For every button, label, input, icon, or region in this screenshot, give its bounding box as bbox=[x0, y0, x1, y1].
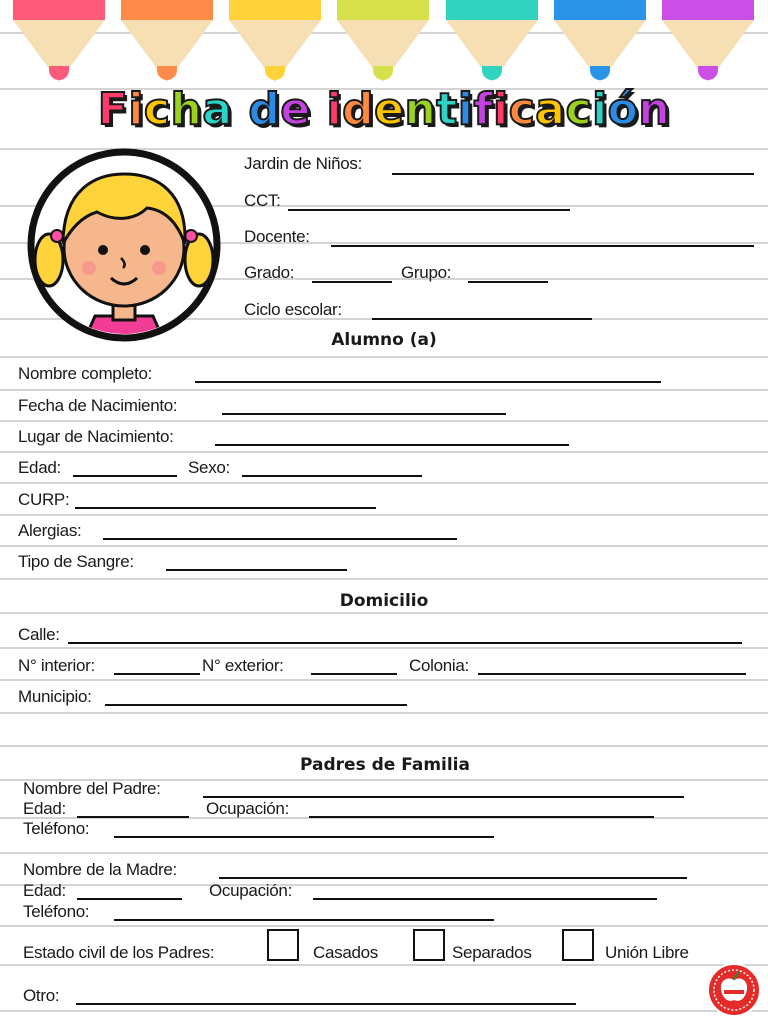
ciclo-label: Ciclo escolar: bbox=[244, 300, 342, 319]
padre-ocupacion-label: Ocupación: bbox=[206, 799, 289, 818]
tipo-sangre-field[interactable] bbox=[166, 569, 347, 571]
alumno-heading: Alumno (a) bbox=[331, 330, 437, 350]
municipio-label: Municipio: bbox=[18, 687, 92, 706]
grado-label: Grado: bbox=[244, 263, 295, 282]
docente-field[interactable] bbox=[331, 245, 754, 247]
estado-civil-label: Estado civil de los Padres: bbox=[23, 943, 215, 962]
rule-line bbox=[0, 745, 768, 747]
interior-field[interactable] bbox=[114, 673, 200, 675]
girl-avatar-icon bbox=[27, 148, 221, 342]
padre-nombre-field[interactable] bbox=[203, 796, 684, 798]
ciclo-field[interactable] bbox=[372, 318, 592, 320]
domicilio-heading: Domicilio bbox=[339, 591, 429, 611]
rule-line bbox=[0, 420, 768, 422]
curp-label: CURP: bbox=[18, 490, 70, 509]
madre-edad-field[interactable] bbox=[77, 898, 182, 900]
rule-line bbox=[0, 451, 768, 453]
edad-field[interactable] bbox=[73, 475, 177, 477]
madre-telefono-field[interactable] bbox=[114, 919, 494, 921]
otro-label: Otro: bbox=[23, 986, 60, 1005]
fecha-nacimiento-label: Fecha de Nacimiento: bbox=[18, 396, 178, 415]
padre-telefono-field[interactable] bbox=[114, 836, 494, 838]
lugar-nacimiento-field[interactable] bbox=[215, 444, 569, 446]
rule-line bbox=[0, 356, 768, 358]
padre-edad-label: Edad: bbox=[23, 799, 66, 818]
rule-line bbox=[0, 852, 768, 854]
pencil-icon bbox=[13, 0, 105, 82]
rule-line bbox=[0, 712, 768, 714]
separados-checkbox[interactable] bbox=[413, 929, 445, 961]
cct-label: CCT: bbox=[244, 191, 281, 210]
exterior-label: N° exterior: bbox=[202, 656, 284, 675]
colonia-label: Colonia: bbox=[409, 656, 469, 675]
madre-telefono-label: Teléfono: bbox=[23, 902, 90, 921]
rule-line bbox=[0, 578, 768, 580]
pencil-icon bbox=[229, 0, 321, 82]
calle-label: Calle: bbox=[18, 625, 60, 644]
municipio-field[interactable] bbox=[105, 704, 407, 706]
exterior-field[interactable] bbox=[311, 673, 397, 675]
union-libre-label: Unión Libre bbox=[605, 943, 689, 962]
rule-line bbox=[0, 389, 768, 391]
rule-line bbox=[0, 482, 768, 484]
padre-telefono-label: Teléfono: bbox=[23, 819, 90, 838]
sexo-field[interactable] bbox=[242, 475, 422, 477]
nombre-label: Nombre completo: bbox=[18, 364, 153, 383]
casados-label: Casados bbox=[313, 943, 378, 962]
interior-label: N° interior: bbox=[18, 656, 95, 675]
madre-nombre-label: Nombre de la Madre: bbox=[23, 860, 177, 879]
jardin-label: Jardin de Niños: bbox=[244, 154, 363, 173]
otro-field[interactable] bbox=[76, 1003, 576, 1005]
alergias-field[interactable] bbox=[103, 538, 457, 540]
madre-ocupacion-label: Ocupación: bbox=[209, 881, 292, 900]
pencil-icon bbox=[554, 0, 646, 82]
edad-label: Edad: bbox=[18, 458, 61, 477]
grupo-label: Grupo: bbox=[401, 263, 452, 282]
grupo-field[interactable] bbox=[468, 281, 548, 283]
madre-ocupacion-field[interactable] bbox=[313, 898, 657, 900]
madre-nombre-field[interactable] bbox=[219, 877, 687, 879]
tipo-sangre-label: Tipo de Sangre: bbox=[18, 552, 134, 571]
rule-line bbox=[0, 964, 768, 966]
docente-label: Docente: bbox=[244, 227, 310, 246]
colonia-field[interactable] bbox=[478, 673, 746, 675]
padre-ocupacion-field[interactable] bbox=[309, 816, 654, 818]
grado-field[interactable] bbox=[312, 281, 392, 283]
casados-checkbox[interactable] bbox=[267, 929, 299, 961]
apple-logo-icon bbox=[706, 962, 762, 1018]
sexo-label: Sexo: bbox=[188, 458, 230, 477]
rule-line bbox=[0, 679, 768, 681]
rule-line bbox=[0, 545, 768, 547]
jardin-field[interactable] bbox=[392, 173, 754, 175]
rule-line bbox=[0, 647, 768, 649]
curp-field[interactable] bbox=[75, 507, 376, 509]
fecha-nacimiento-field[interactable] bbox=[222, 413, 506, 415]
pencil-icon bbox=[337, 0, 429, 82]
madre-edad-label: Edad: bbox=[23, 881, 66, 900]
page-title: Ficha de identificación bbox=[97, 84, 671, 135]
cct-field[interactable] bbox=[288, 209, 570, 211]
padre-nombre-label: Nombre del Padre: bbox=[23, 779, 161, 798]
pencil-icon bbox=[446, 0, 538, 82]
rule-line bbox=[0, 884, 768, 886]
rule-line bbox=[0, 1010, 768, 1012]
pencil-icon bbox=[662, 0, 754, 82]
lugar-nacimiento-label: Lugar de Nacimiento: bbox=[18, 427, 174, 446]
padres-heading: Padres de Familia bbox=[300, 755, 470, 775]
calle-field[interactable] bbox=[68, 642, 742, 644]
rule-line bbox=[0, 514, 768, 516]
padre-edad-field[interactable] bbox=[77, 816, 189, 818]
separados-label: Separados bbox=[452, 943, 532, 962]
rule-line bbox=[0, 612, 768, 614]
nombre-field[interactable] bbox=[195, 381, 661, 383]
alergias-label: Alergias: bbox=[18, 521, 82, 540]
rule-line bbox=[0, 925, 768, 927]
union-libre-checkbox[interactable] bbox=[562, 929, 594, 961]
pencil-icon bbox=[121, 0, 213, 82]
